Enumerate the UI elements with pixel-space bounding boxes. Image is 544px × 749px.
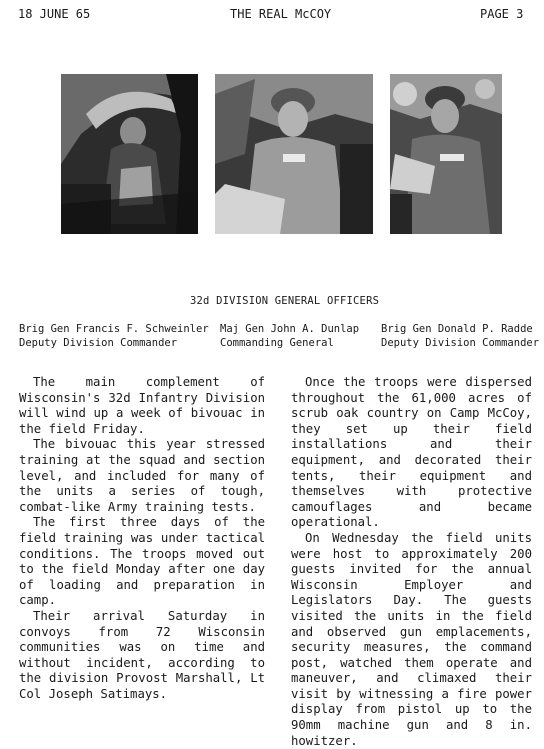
officer-name: Maj Gen John A. Dunlap (220, 323, 360, 335)
photo-officer-camouflage (390, 74, 502, 234)
officer-role: Deputy Division Commander (19, 337, 178, 349)
officer-name: Brig Gen Francis F. Schweinler (19, 323, 209, 335)
officer-role: Deputy Division Commander (381, 337, 540, 349)
article-paragraph: Their arrival Saturday in convoys from 72 Wisconsin communities was on time and without incident, according to the division Provost Marshall, Lt Col Joseph Satimays. (19, 608, 265, 701)
article-paragraph: The first three days of the field training was under tactical conditions. The troops moved out to the field Monday after one day of loading and preparation in camp. (19, 515, 265, 608)
article-paragraph: Once the troops were dispersed throughout the 61,000 acres of scrub oak country on Camp McCoy, they set up their field installations and their equipment, and decorated their tents, their equipment and themselves with protective camouflages and became operational. (291, 375, 532, 530)
photo-officer-helicopter (61, 74, 198, 234)
officer-caption-right (381, 322, 539, 350)
officer-caption-center (220, 322, 359, 350)
issue-date: 18 JUNE 65 (18, 7, 91, 21)
officer-caption-left (19, 322, 209, 350)
article-paragraph: On Wednesday the field units were host to approximately 200 guests invited for the annual Wisconsin Employer and Legislators Day. The guests visited the units in the field and observed gun emplacements, security measures, the command post, watched them operate and maneuver, and climaxed their visit by witnessing a fire power display from pistol up to the 90mm machine gun and 8 in. howitzer. (291, 530, 532, 748)
article-paragraph: The bivouac this year stressed training at the squad and section level, and included for many of the units a series of tough, combat-like Army training tests. (19, 437, 265, 514)
newsletter-title: THE REAL McCOY (230, 7, 332, 21)
article-paragraph: The main complement of Wisconsin's 32d Infantry Division will wind up a week of bivouac in the field Friday. (19, 375, 265, 436)
article-column-right (291, 375, 532, 749)
article-column-left (19, 375, 265, 702)
officer-role: Commanding General (220, 337, 334, 349)
caption-title: 32d DIVISION GENERAL OFFICERS (190, 295, 380, 307)
page-number: PAGE 3 (480, 7, 524, 21)
page-header (0, 7, 544, 23)
photo-officer-helmet-reading (215, 74, 373, 234)
officer-name: Brig Gen Donald P. Radde (381, 323, 533, 335)
